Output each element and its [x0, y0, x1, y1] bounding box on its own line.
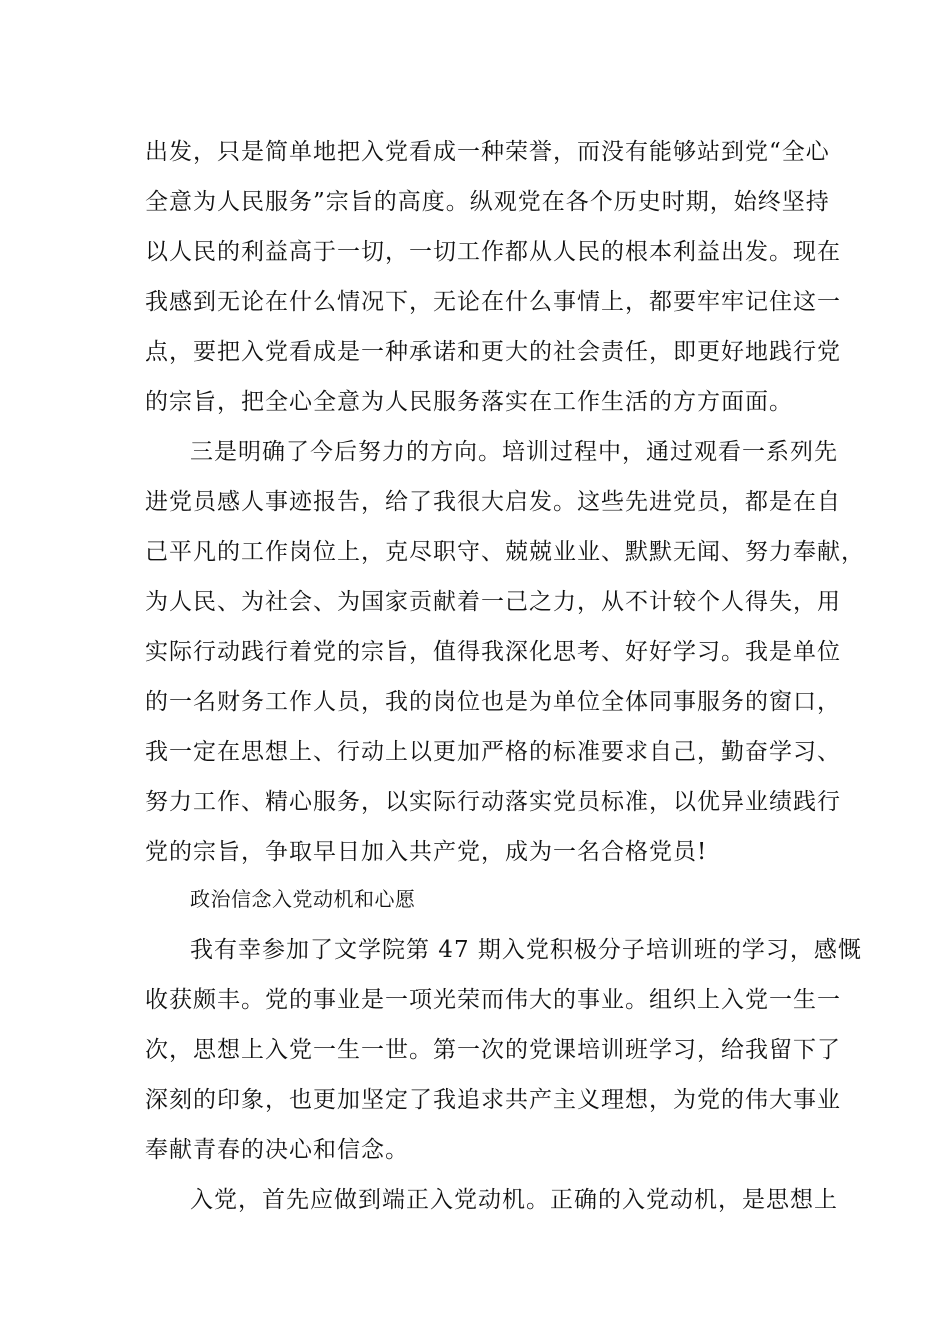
text-line: 次，思想上入党一生一世。第一次的党课培训班学习，给我留下了 [145, 1037, 841, 1063]
paragraph-first-line: 入党，首先应做到端正入党动机。正确的入党动机，是思想上 [190, 1187, 838, 1213]
text-line: 我一定在思想上、行动上以更加严格的标准要求自己，勤奋学习、 [145, 739, 841, 765]
text-line: 深刻的印象，也更加坚定了我追求共产主义理想，为党的伟大事业 [145, 1087, 841, 1113]
text-line: 党的宗旨，争取早日加入共产党，成为一名合格党员! [145, 839, 708, 865]
text-line: 点，要把入党看成是一种承诺和更大的社会责任，即更好地践行党 [145, 339, 841, 365]
text-line: 以人民的利益高于一切，一切工作都从人民的根本利益出发。现在 [145, 239, 841, 265]
text-line: 的宗旨，把全心全意为人民服务落实在工作生活的方方面面。 [145, 389, 793, 415]
section-heading: 政治信念入党动机和心愿 [190, 887, 416, 911]
text-line: 我感到无论在什么情况下，无论在什么事情上，都要牢牢记住这一 [145, 289, 841, 315]
text-line: 为人民、为社会、为国家贡献着一己之力，从不计较个人得失，用 [145, 589, 841, 615]
text-line: 己平凡的工作岗位上，克尽职守、兢兢业业、默默无闻、努力奉献， [145, 539, 865, 565]
text-line: 进党员感人事迹报告，给了我很大启发。这些先进党员，都是在自 [145, 489, 841, 515]
paragraph-first-line: 三是明确了今后努力的方向。培训过程中，通过观看一系列先 [190, 439, 838, 465]
text-line: 全意为人民服务”宗旨的高度。纵观党在各个历史时期，始终坚持 [145, 189, 830, 215]
text-line: 实际行动践行着党的宗旨，值得我深化思考、好好学习。我是单位 [145, 639, 841, 665]
text-line: 的一名财务工作人员，我的岗位也是为单位全体同事服务的窗口， [145, 689, 841, 715]
text-line: 出发，只是简单地把入党看成一种荣誉，而没有能够站到党“全心 [145, 139, 830, 165]
text-line: 收获颇丰。党的事业是一项光荣而伟大的事业。组织上入党一生一 [145, 987, 841, 1013]
text-line: 努力工作、精心服务，以实际行动落实党员标准，以优异业绩践行 [145, 789, 841, 815]
paragraph-first-line: 我有幸参加了文学院第 47 期入党积极分子培训班的学习，感慨 [190, 937, 862, 963]
text-line: 奉献青春的决心和信念。 [145, 1137, 409, 1163]
